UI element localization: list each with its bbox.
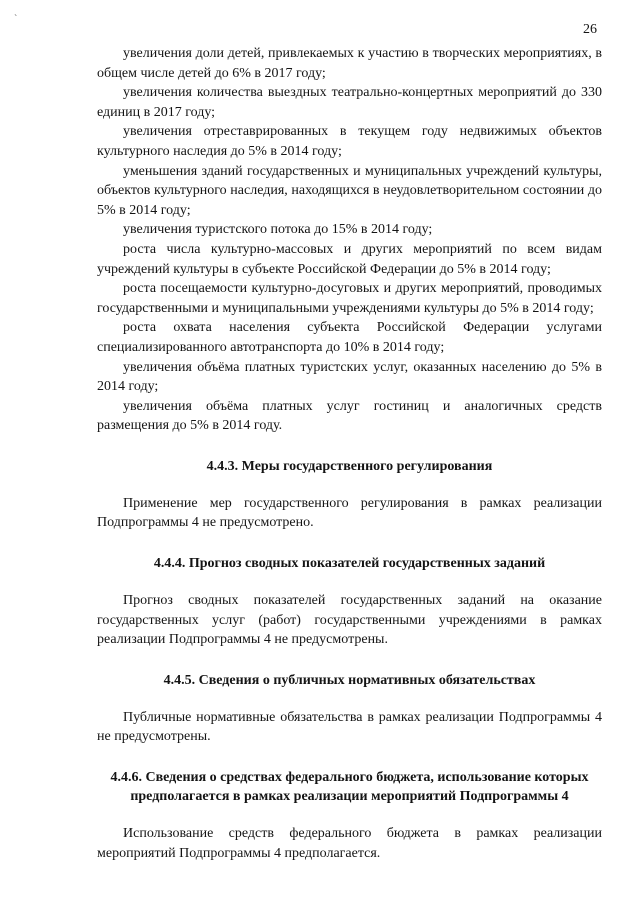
list-item: увеличения туристского потока до 15% в 2014 году; xyxy=(123,222,433,238)
list-item: увеличения объёма платных туристских услуг, оказанных населению до 5% в 2014 году; xyxy=(97,359,602,395)
section-heading-4-4-5: 4.4.5. Сведения о публичных нормативных обязательствах xyxy=(163,672,536,688)
document-body xyxy=(97,44,602,863)
section-text-4-4-6: Использование средств федерального бюджета в рамках реализации мероприятий Подпрограммы 4 предполагается. xyxy=(97,826,602,861)
stray-mark: ` xyxy=(14,14,18,25)
section-text-4-4-4: Прогноз сводных показателей государственных заданий на оказание государственных услуг (работ) государственными учреждениями в рамках реализации Подпрограммы 4 не предусмотрены. xyxy=(97,593,602,648)
list-item: увеличения отреставрированных в текущем году недвижимых объектов культурного наследия до 5% в 2014 году; xyxy=(97,124,602,159)
list-item: роста посещаемости культурно-досуговых и других мероприятий, проводимых государственными и муниципальными учреждениями культуры до 5% в 2014 году; xyxy=(97,281,602,316)
list-item: уменьшения зданий государственных и муниципальных учреждений культуры, объектов культурного наследия, находящихся в неудовлетворительном состоянии до 5% в 2014 году; xyxy=(97,163,602,218)
list-item: увеличения количества выездных театрально-концертных мероприятий до 330 единиц в 2017 году; xyxy=(97,85,602,120)
section-text-4-4-5: Публичные нормативные обязательства в рамках реализации Подпрограммы 4 не предусмотрены. xyxy=(97,709,602,745)
section-heading-4-4-4: 4.4.4. Прогноз сводных показателей государственных заданий xyxy=(153,556,546,572)
list-item: роста числа культурно-массовых и других мероприятий по всем видам учреждений культуры в субъекте Российской Федерации до 5% в 2014 году; xyxy=(97,241,602,277)
section-text-4-4-3: Применение мер государственного регулирования в рамках реализации Подпрограммы 4 не предусмотрено. xyxy=(97,495,602,531)
list-item: увеличения доли детей, привлекаемых к участию в творческих мероприятиях, в общем числе детей до 6% в 2017 году; xyxy=(97,46,602,81)
section-heading-4-4-3: 4.4.3. Меры государственного регулирования xyxy=(206,458,493,474)
page-number: 26 xyxy=(583,22,597,37)
section-heading-4-4-6: 4.4.6. Сведения о средствах федерального бюджета, использование которых предполагается в рамках реализации мероприятий Подпрограммы 4 xyxy=(110,770,589,805)
list-item: увеличения объёма платных услуг гостиниц и аналогичных средств размещения до 5% в 2014 году. xyxy=(97,398,602,434)
list-item: роста охвата населения субъекта Российской Федерации услугами специализированного автотранспорта до 10% в 2014 году; xyxy=(97,320,602,355)
